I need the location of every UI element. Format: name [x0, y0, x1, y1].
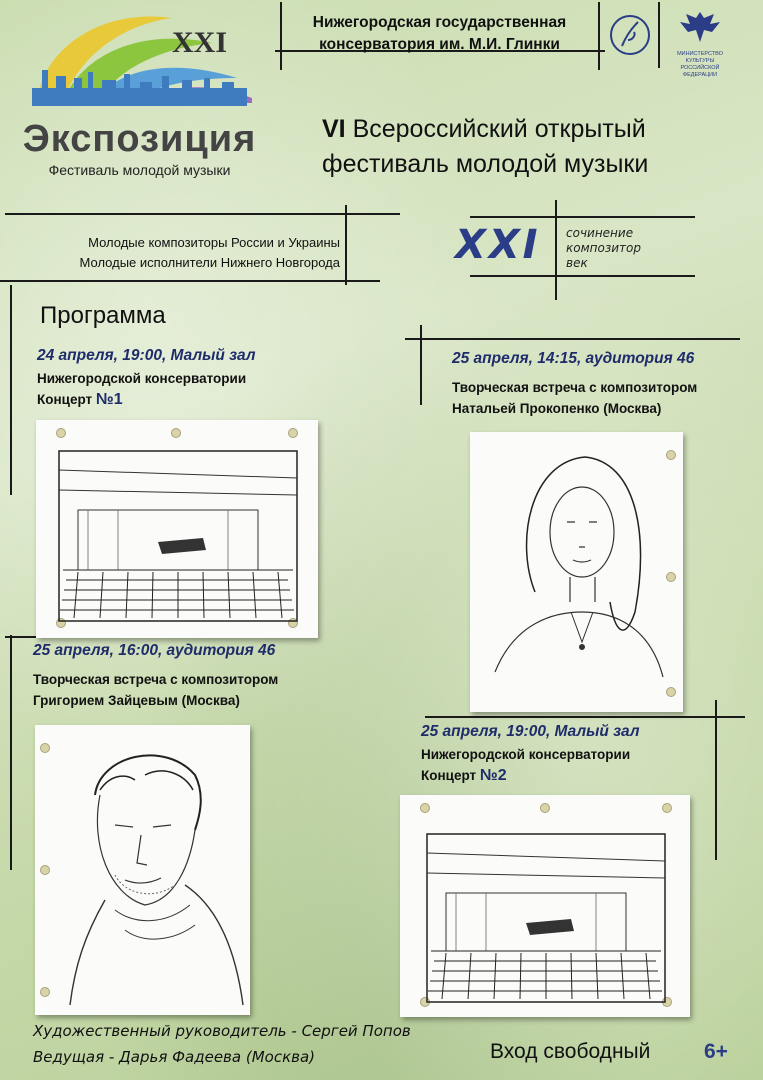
ministry-emblem [670, 8, 730, 78]
xxi-mark: XXI [455, 222, 541, 268]
organizer-line1: Нижегородская государственная [312, 14, 567, 31]
artistic-director: Художественный руководитель - Сергей Попов [33, 1022, 411, 1040]
participants-line2: Молодые исполнители Нижнего Новгорода [79, 255, 340, 270]
event-line1: Нижегородской консерватории [37, 371, 247, 386]
program-title: Программа [40, 302, 166, 329]
divider-line [10, 635, 12, 870]
hall-drawing-icon [426, 833, 666, 1003]
composer-portrait-prokopenko [470, 432, 683, 712]
binder-hole [666, 687, 676, 697]
concert-number: №2 [479, 767, 507, 784]
event-1 [37, 347, 367, 410]
binder-hole [540, 803, 550, 813]
portrait-sketch-icon [55, 735, 245, 1007]
hall-drawing-icon [58, 450, 298, 622]
divider-line [555, 200, 557, 300]
divider-line [0, 280, 380, 282]
divider-line [405, 338, 740, 340]
binder-hole [171, 428, 181, 438]
event-line2: Натальей Прокопенко (Москва) [452, 401, 662, 416]
xxi-words [566, 226, 641, 271]
event-date: 25 апреля, 16:00, аудитория 46 [33, 642, 276, 659]
age-rating: 6+ [704, 1040, 728, 1063]
participants-line1: Молодые композиторы России и Украины [88, 235, 340, 250]
conservatory-emblem-icon [608, 10, 652, 60]
festival-title-line2: фестиваль молодой музыки [322, 150, 649, 178]
binder-hole [666, 450, 676, 460]
binder-hole [56, 428, 66, 438]
credits [33, 1018, 463, 1070]
event-line2: Григорием Зайцевым (Москва) [33, 693, 240, 708]
event-date: 24 апреля, 19:00, Малый зал [37, 347, 256, 364]
event-2 [452, 350, 752, 419]
event-line2: Концерт №2 [421, 767, 507, 784]
xxi-word: сочинение [566, 226, 634, 240]
concert-hall-sketch [400, 795, 690, 1017]
free-entry: Вход свободный [490, 1040, 651, 1063]
logo-badge: XXI [172, 26, 228, 59]
ministry-label: МИНИСТЕРСТВО КУЛЬТУРЫ РОССИЙСКОЙ ФЕДЕРАЦИИ [677, 51, 723, 78]
divider-line [598, 2, 600, 70]
divider-line [420, 325, 422, 405]
concert-number: №1 [95, 391, 123, 408]
divider-line [5, 213, 400, 215]
xxi-word: век [566, 256, 588, 270]
host: Ведущая - Дарья Фадеева (Москва) [33, 1048, 316, 1066]
festival-edition: VI [322, 115, 346, 143]
divider-line [425, 716, 745, 718]
divider-line [10, 285, 12, 495]
event-4 [421, 723, 721, 786]
festival-title [322, 112, 702, 182]
organizer-line2: консерватория им. М.И. Глинки [319, 36, 560, 53]
logo-title: Экспозиция [22, 118, 257, 160]
double-eagle-icon [670, 8, 730, 46]
event-line1: Нижегородской консерватории [421, 747, 631, 762]
portrait-sketch-icon [475, 442, 665, 702]
event-date: 25 апреля, 19:00, Малый зал [421, 723, 640, 740]
participants [20, 233, 340, 273]
divider-line [345, 205, 347, 285]
binder-hole [662, 803, 672, 813]
divider-line [658, 2, 660, 68]
event-line1: Творческая встреча с композитором [452, 380, 698, 395]
binder-hole [420, 803, 430, 813]
binder-hole [40, 743, 50, 753]
divider-line [470, 216, 695, 218]
logo-subtitle: Фестиваль молодой музыки [48, 162, 231, 178]
organizer-name [282, 12, 597, 56]
xxi-word: композитор [566, 241, 641, 255]
event-date: 25 апреля, 14:15, аудитория 46 [452, 350, 695, 367]
binder-hole [40, 865, 50, 875]
binder-hole [288, 428, 298, 438]
composer-portrait-zaitsev [35, 725, 250, 1015]
binder-hole [666, 572, 676, 582]
binder-hole [40, 987, 50, 997]
event-line1: Творческая встреча с композитором [33, 672, 279, 687]
divider-line [470, 275, 695, 277]
event-3 [33, 642, 363, 711]
festival-logo [22, 8, 257, 178]
festival-title-line1: Всероссийский открытый [345, 115, 646, 143]
event-line2: Концерт №1 [37, 391, 123, 408]
concert-hall-sketch [36, 420, 318, 638]
